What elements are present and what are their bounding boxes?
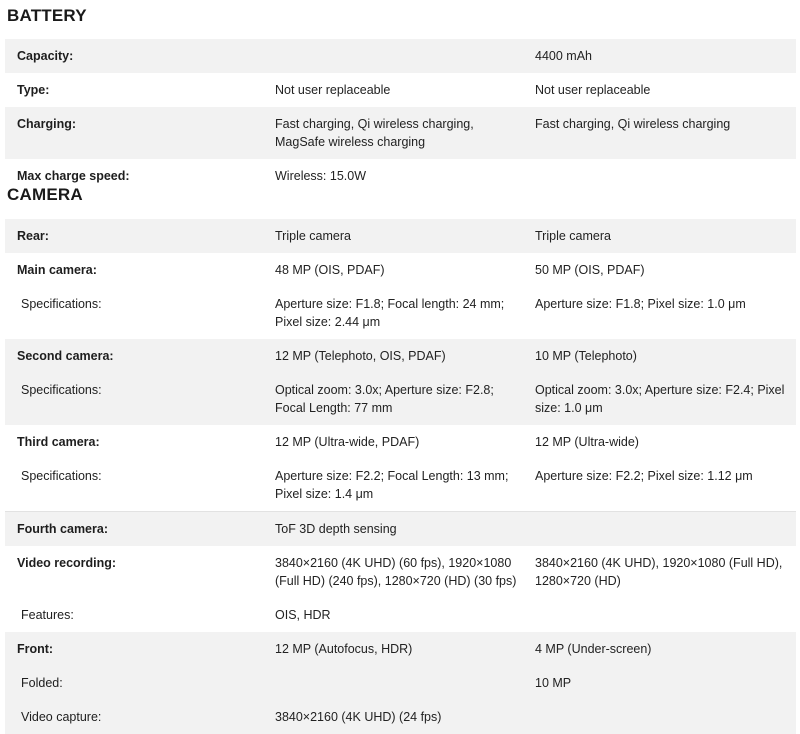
row-label: Specifications: xyxy=(21,297,102,311)
phone-1-value: Fast charging, Qi wireless charging, MagSafe wireless charging xyxy=(265,107,525,159)
phone-2-value: Not user replaceable xyxy=(535,83,651,97)
phone-1-value: ToF 3D depth sensing xyxy=(265,512,525,547)
row-label: Fourth camera: xyxy=(5,512,265,547)
phone-1-value: Optical zoom: 3.0x; Aperture size: F2.8; Focal Length: 77 mm xyxy=(265,373,525,425)
row-label: Second camera: xyxy=(5,339,265,373)
phone-1-value: Aperture size: F2.2; Focal Length: 13 mm; Pixel size: 1.4 μm xyxy=(275,469,509,501)
table-row-video-recording xyxy=(5,546,796,598)
phone-2-value xyxy=(525,598,796,632)
phone-1-value: OIS, HDR xyxy=(275,608,331,622)
phone-1-value: 48 MP (OIS, PDAF) xyxy=(275,263,385,277)
phone-2-value: 3840×2160 (4K UHD), 1920×1080 (Full HD), 1280×720 (HD) xyxy=(535,556,783,588)
battery-spec-table xyxy=(5,39,796,193)
table-row-second-camera-specifications xyxy=(5,373,796,425)
row-label: Specifications: xyxy=(21,469,102,483)
table-row-third-camera xyxy=(5,425,796,459)
phone-2-value: Aperture size: F2.2; Pixel size: 1.12 μm xyxy=(535,469,753,483)
phone-2-value: 4400 mAh xyxy=(525,39,796,73)
row-label: Video recording: xyxy=(17,556,117,570)
phone-1-value: 12 MP (Ultra-wide, PDAF) xyxy=(275,435,420,449)
table-row-fourth-camera xyxy=(5,512,796,547)
phone-2-value xyxy=(525,700,796,734)
phone-1-value: 3840×2160 (4K UHD) (60 fps), 1920×1080 (Full HD) (240 fps), 1280×720 (HD) (30 fps) xyxy=(275,556,517,588)
phone-2-value: Optical zoom: 3.0x; Aperture size: F2.4; Pixel size: 1.0 μm xyxy=(525,373,796,425)
camera-section-title: CAMERA xyxy=(7,185,83,204)
table-row-rear xyxy=(5,219,796,253)
row-label: Features: xyxy=(21,608,74,622)
phone-2-value: 10 MP xyxy=(525,666,796,700)
row-label: Main camera: xyxy=(17,263,97,277)
table-row-capacity xyxy=(5,39,796,73)
table-row-video-features xyxy=(5,598,796,632)
phone-1-value: 3840×2160 (4K UHD) (24 fps) xyxy=(265,700,525,734)
table-row-second-camera xyxy=(5,339,796,373)
row-label: Front: xyxy=(5,632,265,666)
phone-2-value: 4 MP (Under-screen) xyxy=(525,632,796,666)
table-row-front-folded xyxy=(5,666,796,700)
row-label: Rear: xyxy=(5,219,265,253)
row-label: Folded: xyxy=(5,666,265,700)
phone-1-value xyxy=(265,666,525,700)
table-row-main-camera-specifications xyxy=(5,287,796,339)
phone-1-value: 12 MP (Telephoto, OIS, PDAF) xyxy=(265,339,525,373)
phone-1-value: 12 MP (Autofocus, HDR) xyxy=(265,632,525,666)
battery-section xyxy=(0,0,800,193)
phone-2-value: Triple camera xyxy=(525,219,796,253)
phone-1-value: Not user replaceable xyxy=(275,83,391,97)
table-row-front-video-capture xyxy=(5,700,796,734)
row-label: Capacity: xyxy=(5,39,265,73)
row-label: Specifications: xyxy=(5,373,265,425)
row-label: Type: xyxy=(17,83,50,97)
camera-spec-table xyxy=(5,219,796,734)
table-row-third-camera-specifications xyxy=(5,459,796,512)
phone-2-value: 12 MP (Ultra-wide) xyxy=(535,435,639,449)
phone-2-value xyxy=(525,512,796,547)
table-row-front-camera xyxy=(5,632,796,666)
phone-1-value xyxy=(265,39,525,73)
phone-2-value: 50 MP (OIS, PDAF) xyxy=(535,263,645,277)
phone-1-value: Wireless: 15.0W xyxy=(275,169,366,183)
phone-1-value: Aperture size: F1.8; Focal length: 24 mm; Pixel size: 2.44 μm xyxy=(275,297,505,329)
battery-section-title: BATTERY xyxy=(7,6,87,25)
phone-2-value: 10 MP (Telephoto) xyxy=(525,339,796,373)
table-row-type xyxy=(5,73,796,107)
table-row-charging xyxy=(5,107,796,159)
row-label: Video capture: xyxy=(5,700,265,734)
phone-2-value: Aperture size: F1.8; Pixel size: 1.0 μm xyxy=(535,297,746,311)
table-row-main-camera xyxy=(5,253,796,287)
camera-section xyxy=(0,181,800,734)
row-label: Third camera: xyxy=(17,435,100,449)
phone-1-value: Triple camera xyxy=(265,219,525,253)
phone-2-value: Fast charging, Qi wireless charging xyxy=(525,107,796,159)
row-label: Max charge speed: xyxy=(17,169,130,183)
row-label: Charging: xyxy=(5,107,265,159)
